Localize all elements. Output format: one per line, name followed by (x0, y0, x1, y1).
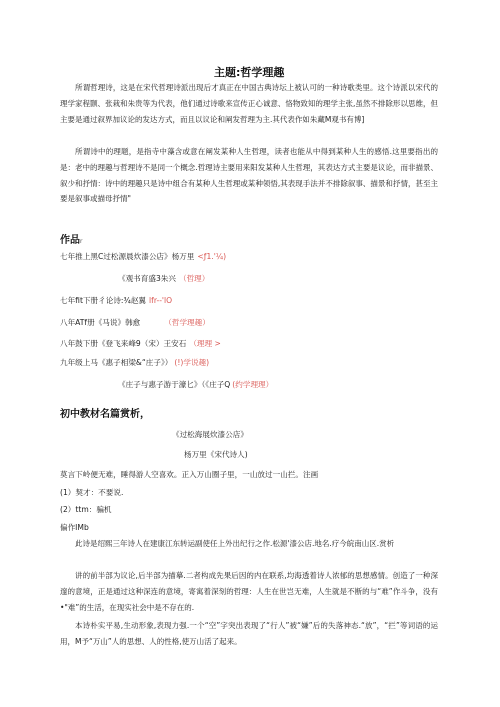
poem-author: 杨万里《宋代诗人) (184, 450, 248, 459)
annotation-2: (2）ttm：骗机 (60, 505, 112, 514)
work-item-tag: （哲理） (179, 274, 210, 283)
work-item-title: 《庄子与惠子游于濠匕》（《庄子Q (118, 380, 231, 389)
work-item-tag: <ƒ1.'¼) (197, 252, 227, 261)
work-item-tag: (!)学说趣) (174, 358, 210, 367)
annotation-1: (1）契才：不要说. (60, 488, 124, 497)
intro-paragraph-1: 所谓哲理诗，这是在宋代哲理诗派出现后才真正在中国古典诗坛上被认可的一种诗歌类里。这个诗派以宋代的理学家程颢、张栽和朱贵等为代表，他们通过诗歌来宣传正心诚意、恪物致知的理学主张,虽然不排除形以思维，但主要是通过叙界加议论的发达方式，而且以议论和阐发哲理为主.其代表作如朱藏M观书有博] (60, 83, 438, 124)
poem-title: 《过松海展炊漆公店》 (172, 430, 248, 439)
work-item-2 (118, 274, 209, 284)
work-item-title: 八年鼓下册《登飞来峰9（宋）王安石 (60, 339, 187, 348)
work-item-title: 八年ATf册《马说》韩愈 (60, 318, 141, 327)
work-item-4 (60, 318, 210, 328)
poem-verse: 莫言下岭便无难，睡得游人空喜欢。正入万山圈子里，一山放过一山拦。注画 (60, 470, 319, 479)
work-item-tag: （哲学理趣） (164, 318, 210, 327)
appreciation-paragraph-2: 本诗朴实平易,生动形象,表现力强.一个“空”字突出表现了“行人”被“嫌”后的失落神态.“放”，“拦”等词语的运用，M予“万山”人的思想、人的性格,使万山活了起来。 (60, 621, 438, 646)
works-heading (60, 236, 82, 247)
work-item-title: 七年fit下册彳论诗:¾赵翼 (60, 296, 147, 305)
work-item-tag: (约学理理） (232, 380, 274, 389)
work-item-title: 九年级上马《惠子相梁&“庄子》） (60, 358, 173, 367)
work-item-title: 七年推上黑C过松源晨炊漆公店》杨万里 (60, 252, 195, 261)
work-item-6 (60, 358, 209, 368)
work-item-5 (60, 339, 221, 349)
analysis-heading: 初中教材名篇赏析， (60, 409, 150, 420)
work-item-title: 《观书育盛3朱兴 (118, 274, 176, 283)
intro-paragraph-2: 所谓诗中的理题，是指寺中藻含或意在阐发某种人生哲理，读者也能从中得到某种人生的感悟.这里要指出的是：老中的理趣与哲理诗不是同一个概念.哲理诗主要用来阳发某种人生哲理，其表达方式主要是议论，而非描景、叙少和抒情：诗中的理趣只是诗中组合有某种人生哲理或某种领悟,其表现手法并不排除叙事、描景和抒情，甚至主要是叙事或描母抒情" (60, 147, 438, 204)
work-item-tag: lfr--'lO (149, 296, 173, 305)
work-item-7 (118, 380, 273, 390)
works-heading-mark: r (80, 238, 83, 245)
work-item-3 (60, 296, 172, 306)
creation-background-text: 此诗是绍熙三年诗人在建康江东转运副使任上外出纪行之作.松源'漆公店.地名.疗今皖南山区.赏析 (75, 539, 395, 548)
appreciation-paragraph-1: 讲的前半部为议论,后半部为描摹.二者构成先果后因的内在联系,均海透着诗人浓郁的思想感情。创造了一种深邃的意境，正是通过这种深连的意境，寄寓着深刻的哲理：人生在世岂无难，人生就是不断的与“难”作斗争，没有•"难”的生活，在现实社会中是不存在的. (60, 571, 438, 612)
work-item-1 (60, 252, 226, 262)
work-item-tag: （理理 > (189, 339, 221, 348)
works-heading-text: 作品 (60, 235, 80, 246)
creation-background-label: 偏作IMb (60, 523, 89, 532)
page-title: 主题:哲学理趣 (214, 66, 285, 79)
